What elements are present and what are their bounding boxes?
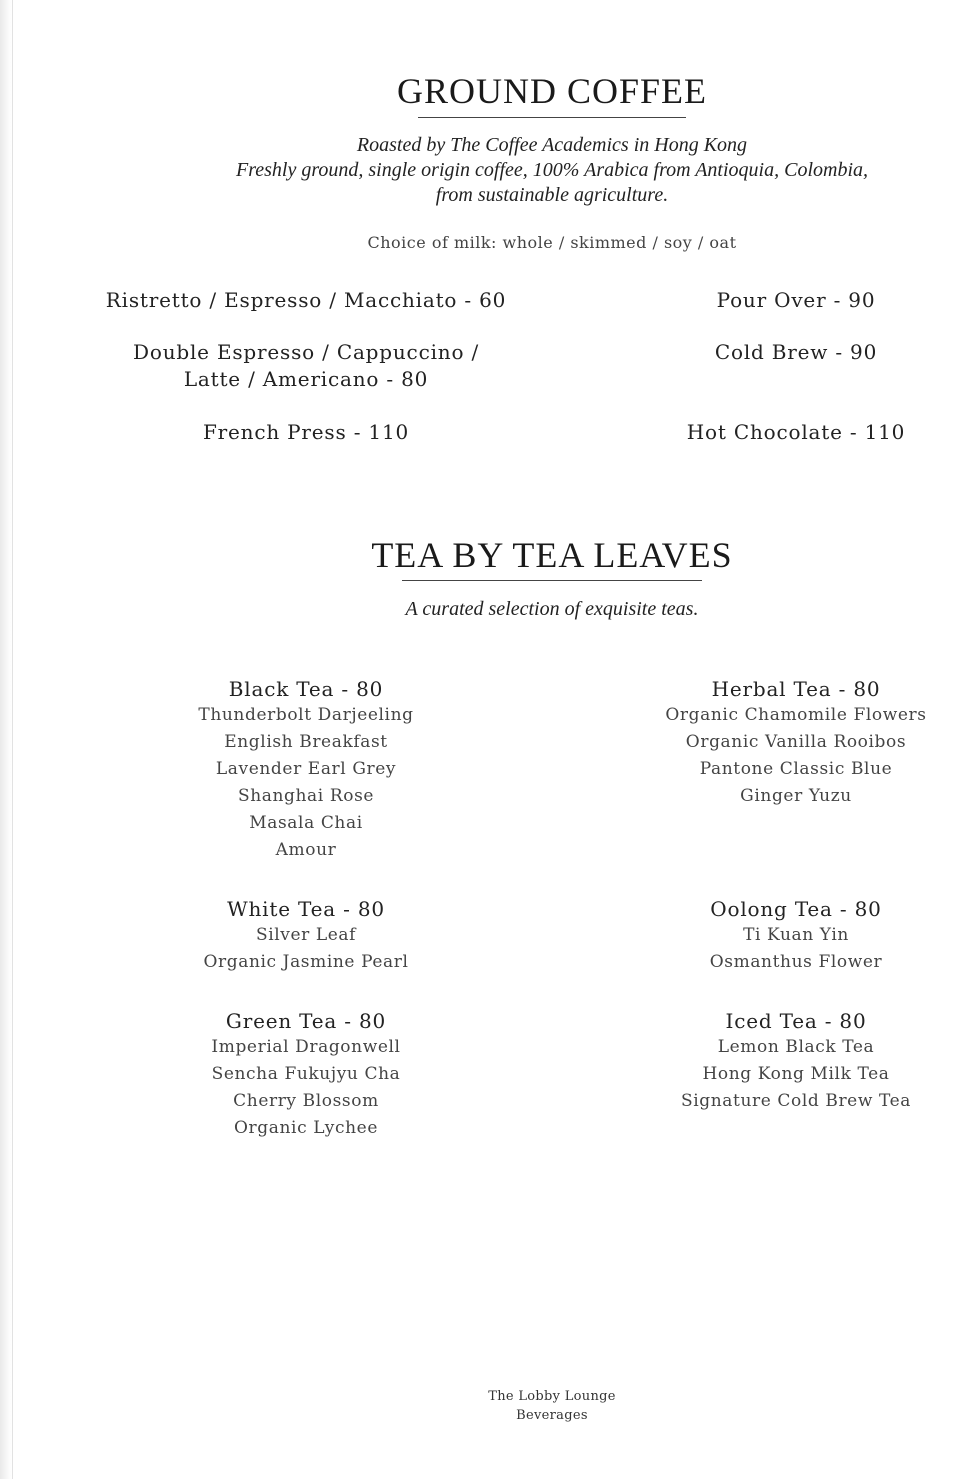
tea-item: Thunderbolt Darjeeling <box>198 705 414 725</box>
tea-group-iced <box>681 1008 911 1115</box>
coffee-item-line: Ristretto / Espresso / Macchiato - 60 <box>105 288 507 312</box>
tea-group-green <box>211 1008 400 1142</box>
coffee-item-cold-brew <box>715 339 877 366</box>
coffee-title-underline <box>418 117 686 118</box>
coffee-roaster: Roasted by The Coffee Academics in Hong Kong <box>356 134 748 156</box>
tea-subtitle: A curated selection of exquisite teas. <box>405 598 699 620</box>
tea-item: Organic Chamomile Flowers <box>665 705 927 725</box>
footer <box>488 1387 615 1425</box>
tea-item: Organic Lychee <box>234 1118 378 1138</box>
tea-item: Lemon Black Tea <box>717 1037 875 1057</box>
tea-item: Organic Vanilla Rooibos <box>685 732 907 752</box>
coffee-item-double-espresso <box>133 339 479 393</box>
coffee-section-title: GROUND COFFEE <box>396 71 708 111</box>
coffee-item-line: Latte / Americano - 80 <box>183 367 429 391</box>
coffee-item-line: Double Espresso / Cappuccino / <box>133 340 479 364</box>
coffee-item-line: Pour Over - 90 <box>716 288 876 312</box>
tea-group-title: Black Tea - 80 <box>228 677 384 701</box>
tea-item: Organic Jasmine Pearl <box>203 952 409 972</box>
tea-item: Cherry Blossom <box>233 1091 379 1111</box>
footer-section: Beverages <box>516 1408 588 1423</box>
tea-item: Ti Kuan Yin <box>743 925 849 945</box>
tea-item: Lavender Earl Grey <box>215 759 397 779</box>
tea-item: English Breakfast <box>224 732 388 752</box>
coffee-item-pour-over <box>717 287 876 314</box>
tea-group-oolong <box>710 896 883 976</box>
tea-item: Sencha Fukujyu Cha <box>211 1064 401 1084</box>
coffee-item-line: French Press - 110 <box>202 420 410 444</box>
coffee-description-line1: Freshly ground, single origin coffee, 100% Arabica from Antioquia, Colombia, <box>235 159 869 181</box>
footer-venue: The Lobby Lounge <box>488 1389 616 1404</box>
tea-item: Osmanthus Flower <box>709 952 883 972</box>
tea-section-title: TEA BY TEA LEAVES <box>371 535 733 575</box>
tea-item: Signature Cold Brew Tea <box>680 1091 912 1111</box>
tea-group-herbal <box>665 676 926 810</box>
tea-item: Amour <box>275 840 337 860</box>
page-edge <box>0 0 13 1479</box>
tea-item: Ginger Yuzu <box>740 786 852 806</box>
coffee-item-hot-chocolate <box>687 419 905 446</box>
coffee-description-line2: from sustainable agriculture. <box>435 184 669 206</box>
tea-item: Masala Chai <box>249 813 363 833</box>
milk-choice: Choice of milk: whole / skimmed / soy / oat <box>367 233 737 252</box>
coffee-item-ristretto <box>106 287 506 314</box>
tea-item: Shanghai Rose <box>237 786 375 806</box>
coffee-item-line: Cold Brew - 90 <box>714 340 878 364</box>
tea-item: Pantone Classic Blue <box>699 759 893 779</box>
tea-group-title: Herbal Tea - 80 <box>711 677 881 701</box>
coffee-item-french-press <box>203 419 409 446</box>
tea-title-underline <box>402 580 702 581</box>
tea-group-black <box>198 676 413 864</box>
coffee-item-line: Hot Chocolate - 110 <box>686 420 906 444</box>
tea-group-title: White Tea - 80 <box>227 897 385 921</box>
tea-item: Silver Leaf <box>255 925 357 945</box>
tea-group-title: Green Tea - 80 <box>225 1009 387 1033</box>
tea-group-title: Oolong Tea - 80 <box>710 897 882 921</box>
tea-item: Hong Kong Milk Tea <box>702 1064 890 1084</box>
tea-item: Imperial Dragonwell <box>211 1037 401 1057</box>
tea-group-white <box>203 896 408 976</box>
tea-group-title: Iced Tea - 80 <box>725 1009 867 1033</box>
